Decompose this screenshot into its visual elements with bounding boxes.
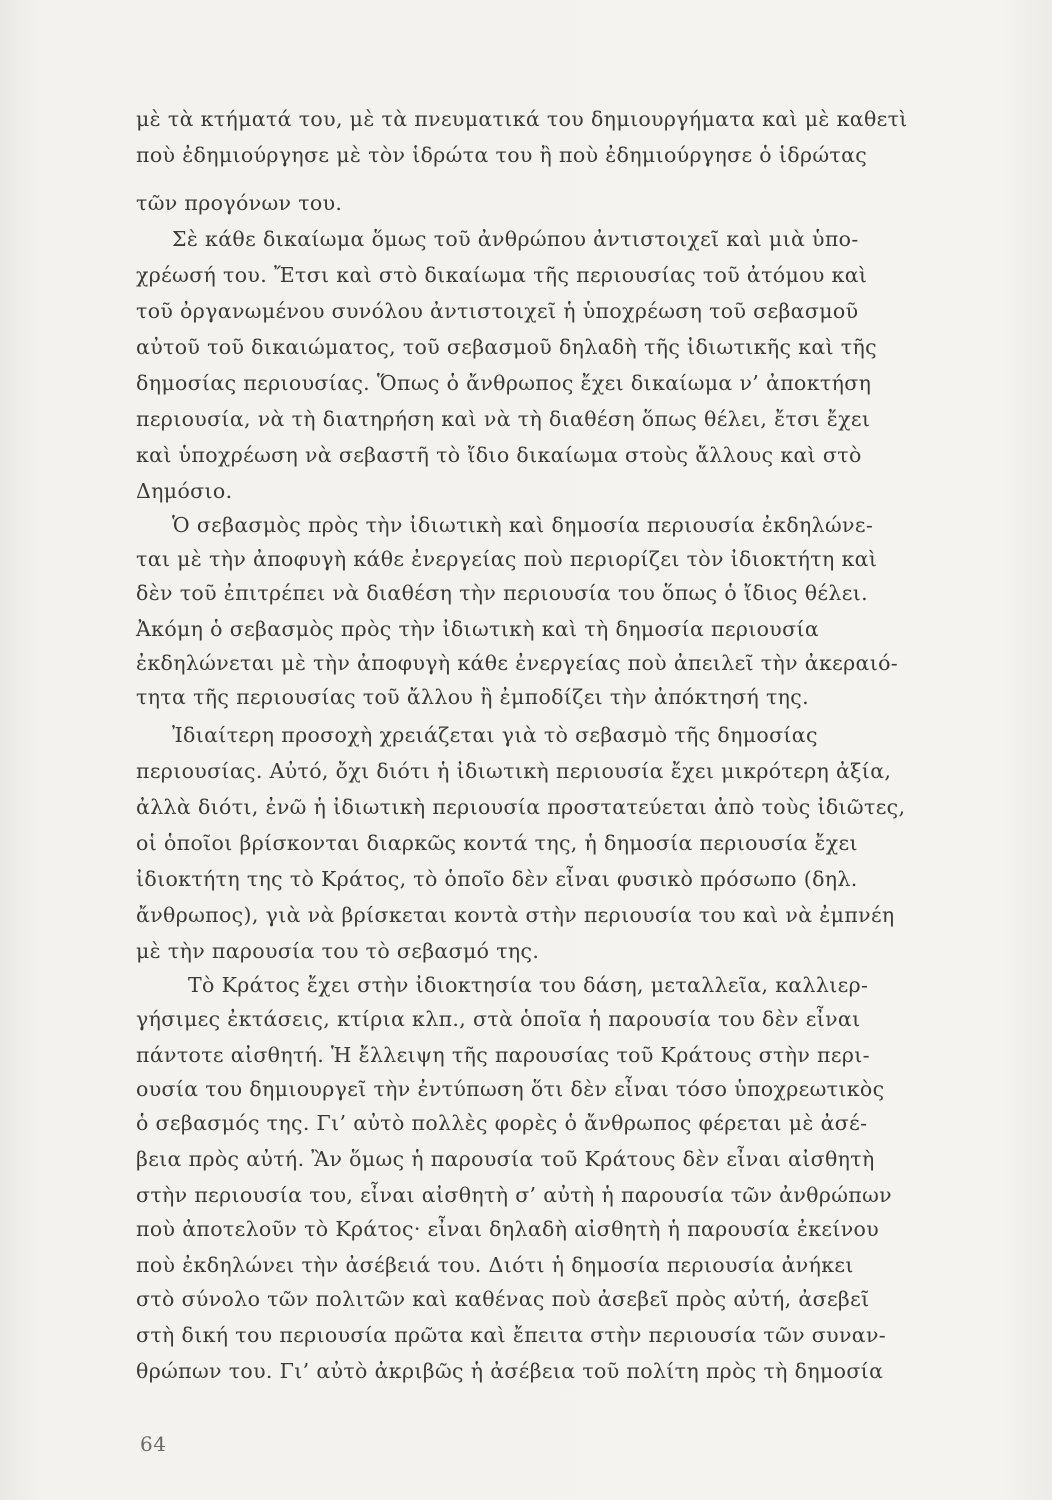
text-line: Δημόσιο. (136, 479, 233, 503)
text-line: Ἀκόμη ὁ σεβασμὸς πρὸς τὴν ἰδιωτικὴ καὶ τὴ δημοσία περιουσία (136, 617, 820, 641)
text-line: ποὺ ἐκδηλώνει τὴν ἀσέβειά του. Διότι ἡ δημοσία περιουσία ἀνήκει (136, 1253, 854, 1277)
text-line: μὲ τὴν παρουσία του τὸ σεβασμό της. (136, 939, 540, 963)
text-line: στὸ σύνολο τῶν πολιτῶν καὶ καθένας ποὺ ἀσεβεῖ πρὸς αὐτή, ἀσεβεῖ (136, 1287, 870, 1311)
text-line: ἐκδηλώνεται μὲ τὴν ἀποφυγὴ κάθε ἐνεργείας ποὺ ἀπειλεῖ τὴν ἀκεραιό- (136, 651, 899, 675)
text-line: Ἰδιαίτερη προσοχὴ χρειάζεται γιὰ τὸ σεβασμὸ τῆς δημοσίας (172, 723, 818, 747)
text-line: Σὲ κάθε δικαίωμα ὅμως τοῦ ἀνθρώπου ἀντιστοιχεῖ καὶ μιὰ ὑπο- (172, 227, 859, 251)
text-line: στὴν περιουσία του, εἶναι αἰσθητὴ σ’ αὐτὴ ἡ παρουσία τῶν ἀνθρώπων (136, 1183, 892, 1207)
text-line: ποὺ ἀποτελοῦν τὸ Κράτος· εἶναι δηλαδὴ αἰσθητὴ ἡ παρουσία ἐκείνου (136, 1217, 880, 1241)
text-line: μὲ τὰ κτήματά του, μὲ τὰ πνευματικά του δημιουργήματα καὶ μὲ καθετὶ (136, 107, 908, 131)
text-line: δὲν τοῦ ἐπιτρέπει νὰ διαθέση τὴν περιουσία του ὅπως ὁ ἴδιος θέλει. (136, 581, 868, 605)
text-line: γήσιμες ἐκτάσεις, κτίρια κλπ., στὰ ὁποῖα ἡ παρουσία του δὲν εἶναι (136, 1007, 861, 1031)
text-line: οἱ ὁποῖοι βρίσκονται διαρκῶς κοντά της, ἡ δημοσία περιουσία ἔχει (136, 831, 858, 855)
page-number: 64 (140, 1432, 167, 1456)
text-line: τῶν προγόνων του. (136, 191, 343, 215)
text-line: περιουσία, νὰ τὴ διατηρήση καὶ νὰ τὴ διαθέση ὅπως θέλει, ἔτσι ἔχει (136, 407, 871, 431)
text-line: στὴ δική του περιουσία πρῶτα καὶ ἔπειτα στὴν περιουσία τῶν συναν- (136, 1323, 887, 1347)
text-line: τητα τῆς περιουσίας τοῦ ἄλλου ἢ ἐμποδίζει τὴν ἀπόκτησή της. (136, 685, 809, 709)
text-line: Τὸ Κράτος ἔχει στὴν ἰδιοκτησία του δάση, μεταλλεῖα, καλλιερ- (188, 973, 869, 997)
text-line: ἰδιοκτήτη της τὸ Κράτος, τὸ ὁποῖο δὲν εἶναι φυσικὸ πρόσωπο (δηλ. (136, 867, 858, 891)
text-line: θρώπων του. Γι’ αὐτὸ ἀκριβῶς ἡ ἀσέβεια τοῦ πολίτη πρὸς τὴ δημοσία (136, 1359, 884, 1383)
text-line: περιουσίας. Αὐτό, ὄχι διότι ἡ ἰδιωτικὴ περιουσία ἔχει μικρότερη ἀξία, (136, 759, 892, 783)
text-line: ποὺ ἐδημιούργησε μὲ τὸν ἱδρώτα του ἢ ποὺ ἐδημιούργησε ὁ ἱδρώτας (136, 143, 868, 167)
text-line: τοῦ ὀργανωμένου συνόλου ἀντιστοιχεῖ ἡ ὑποχρέωση τοῦ σεβασμοῦ (136, 299, 859, 323)
text-line: αὐτοῦ τοῦ δικαιώματος, τοῦ σεβασμοῦ δηλαδὴ τῆς ἰδιωτικῆς καὶ τῆς (136, 335, 877, 359)
text-line: ἀλλὰ διότι, ἐνῶ ἡ ἰδιωτικὴ περιουσία προστατεύεται ἀπὸ τοὺς ἰδιῶτες, (136, 795, 906, 819)
text-line: βεια πρὸς αὐτή. Ἂν ὅμως ἡ παρουσία τοῦ Κράτους δὲν εἶναι αἰσθητὴ (136, 1147, 875, 1171)
text-line: ὁ σεβασμός της. Γι’ αὐτὸ πολλὲς φορὲς ὁ ἄνθρωπος φέρεται μὲ ἀσέ- (136, 1111, 868, 1135)
text-line: ουσία του δημιουργεῖ τὴν ἐντύπωση ὅτι δὲν εἶναι τόσο ὑποχρεωτικὸς (136, 1077, 885, 1101)
text-line: καὶ ὑποχρέωση νὰ σεβαστῆ τὸ ἴδιο δικαίωμα στοὺς ἄλλους καὶ στὸ (136, 443, 862, 467)
text-line: ἄνθρωπος), γιὰ νὰ βρίσκεται κοντὰ στὴν περιουσία του καὶ νὰ ἐμπνέη (136, 903, 895, 927)
text-line: δημοσίας περιουσίας. Ὅπως ὁ ἄνθρωπος ἔχει δικαίωμα ν’ ἀποκτήση (136, 371, 872, 395)
text-line: χρέωσή του. Ἔτσι καὶ στὸ δικαίωμα τῆς περιουσίας τοῦ ἀτόμου καὶ (136, 263, 868, 287)
text-line: Ὁ σεβασμὸς πρὸς τὴν ἰδιωτικὴ καὶ δημοσία περιουσία ἐκδηλώνε- (172, 513, 874, 537)
text-line: ται μὲ τὴν ἀποφυγὴ κάθε ἐνεργείας ποὺ περιορίζει τὸν ἰδιοκτήτη καὶ (136, 547, 878, 571)
text-line: πάντοτε αἰσθητή. Ἡ ἔλλειψη τῆς παρουσίας τοῦ Κράτους στὴν περι- (136, 1043, 870, 1067)
